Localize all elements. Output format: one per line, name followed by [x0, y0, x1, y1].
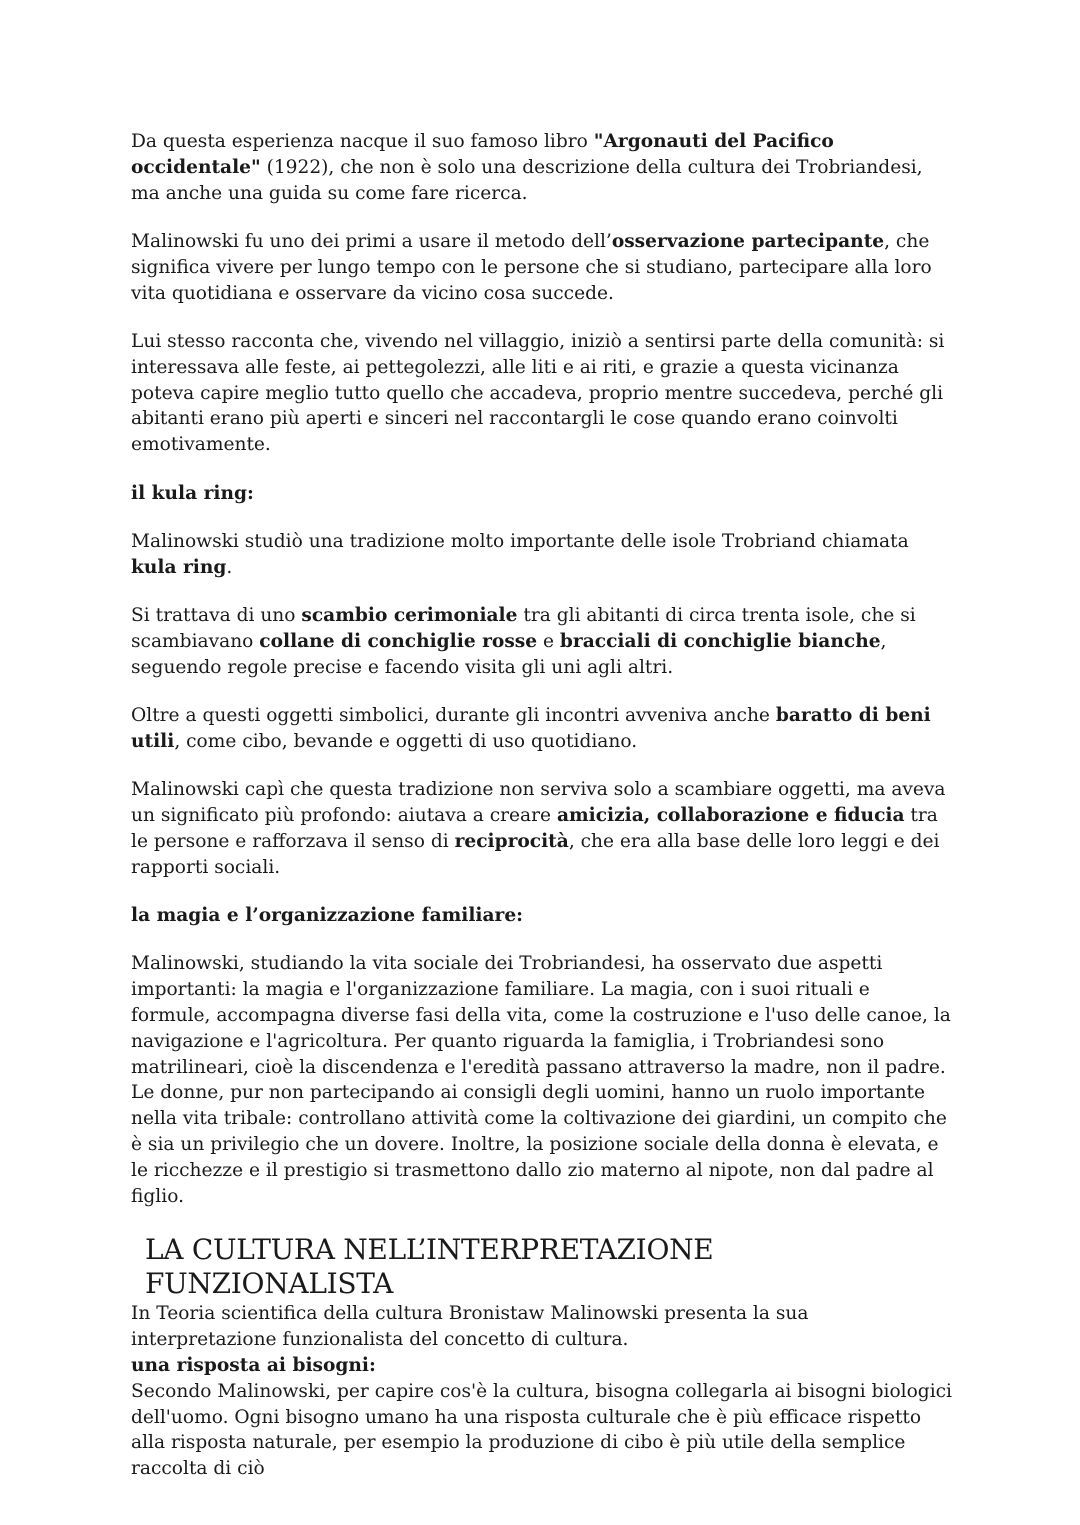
paragraph-teoria: In Teoria scientifica della cultura Bronistaw Malinowski presenta la sua interpretazione funzionalista del concetto di cultura. — [131, 1303, 809, 1351]
bold-term: scambio cerimoniale — [301, 605, 518, 627]
bold-term: amicizia, collaborazione e fiducia — [556, 805, 905, 827]
bold-term: bracciali di conchiglie bianche — [559, 630, 881, 652]
paragraph-baratto: Oltre a questi oggetti simbolici, durante gli incontri avveniva anche baratto di beni utili, come cibo, bevande e oggetti di uso quotidiano. — [131, 705, 931, 752]
bold-book-title: "Argonauti del Pacifico occidentale" — [131, 131, 834, 178]
paragraph-osservazione: Malinowski fu uno dei primi a usare il metodo dell’osservazione partecipante, che significa vivere per lungo tempo con le persone che si studiano, partecipare alla loro vita quotidiana e osservare da vicino cosa succede. — [131, 230, 932, 304]
bold-term: kula ring — [131, 556, 227, 578]
subheading-bisogni: una risposta ai bisogni: — [131, 1355, 376, 1377]
paragraph-villaggio: Lui stesso racconta che, vivendo nel villaggio, iniziò a sentirsi parte della comunità: si interessava alle feste, ai pettegolezzi, alle liti e ai riti, e grazie a questa vicinanza poteva capire meglio tutto quello che accadeva, proprio mentre succedeva, perché gli abitanti erano più aperti e sinceri nel raccontargli le cose quando erano coinvolti emotivamente. — [131, 330, 945, 456]
subheading-kula-ring: il kula ring: — [131, 482, 254, 504]
paragraph-reciprocita: Malinowski capì che questa tradizione non serviva solo a scambiare oggetti, ma aveva un significato più profondo: aiutava a creare amicizia, collaborazione e fiducia tra le persone e rafforzava il senso di reciprocità, che era alla base delle loro leggi e dei rapporti sociali. — [131, 779, 946, 878]
paragraph-kula-intro: Malinowski studiò una tradizione molto importante delle isole Trobriand chiamata kula ring. — [131, 530, 909, 578]
paragraph-argonauti: Da questa esperienza nacque il suo famoso libro "Argonauti del Pacifico occidentale" (1922), che non è solo una descrizione della cultura dei Trobriandesi, ma anche una guida su come fare ricerca. — [131, 131, 923, 204]
bold-term: baratto di beni utili — [131, 705, 931, 752]
bold-term: osservazione partecipante — [611, 230, 885, 252]
subheading-magia: la magia e l’organizzazione familiare: — [131, 905, 524, 927]
bold-term: reciprocità — [454, 830, 569, 852]
section-title: LA CULTURA NELL’INTERPRETAZIONE FUNZIONALISTA — [145, 1233, 714, 1301]
bold-term: collane di conchiglie rosse — [259, 630, 538, 652]
paragraph-scambio: Si trattava di uno scambio cerimoniale tra gli abitanti di circa trenta isole, che si scambiavano collane di conchiglie rosse e bracciali di conchiglie bianche, seguendo regole precise e facendo visita gli uni agli altri. — [131, 605, 916, 678]
paragraph-magia-famiglia: Malinowski, studiando la vita sociale dei Trobriandesi, ha osservato due aspetti importanti: la magia e l'organizzazione familiare. La magia, con i suoi rituali e formule, accompagna diverse fasi della vita, come la costruzione e l'uso delle canoe, la navigazione e l'agricoltura. Per quanto riguarda la famiglia, i Trobriandesi sono matrilineari, cioè la discendenza e l'eredità passano attraverso la madre, non il padre. Le donne, pur non partecipando ai consigli degli uomini, hanno un ruolo importante nella vita tribale: controllano attività come la coltivazione dei giardini, un compito che è sia un privilegio che un dovere. Inoltre, la posizione sociale della donna è elevata, e le ricchezze e il prestigio si trasmettono dallo zio materno al nipote, non dal padre al figlio. — [131, 953, 951, 1207]
paragraph-bisogni: Secondo Malinowski, per capire cos'è la cultura, bisogna collegarla ai bisogni biologici dell'uomo. Ogni bisogno umano ha una risposta culturale che è più efficace rispetto alla risposta naturale, per esempio la produzione di cibo è più utile della semplice raccolta di ciò — [131, 1380, 953, 1480]
